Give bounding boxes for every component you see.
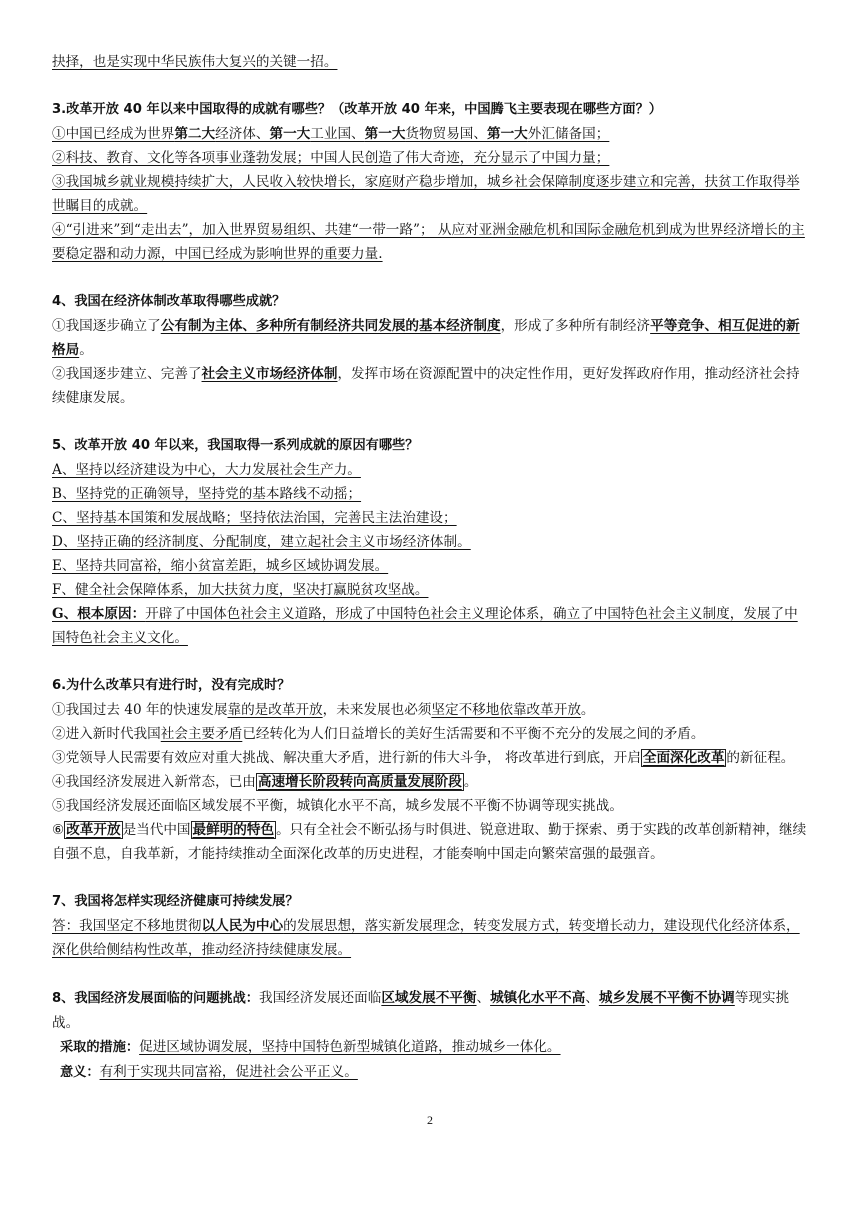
q7-answer: 答：我国坚定不移地贯彻以人民为中心的发展思想，落实新发展理念，转变发展方式，转变增长动力，建设现代化经济体系，深化供给侧结构性改革，推动经济持续健康发展。 [52, 918, 800, 958]
question-4-title: 4、我国在经济体制改革取得哪些成就？ [52, 294, 286, 309]
q8-measures: 采取的措施：促进区域协调发展，坚持中国特色新型城镇化道路，推动城乡一体化。 [60, 1039, 561, 1055]
q3-item-2: ②科技、教育、文化等各项事业蓬勃发展；中国人民创造了伟大奇迹，充分显示了中国力量； [52, 150, 610, 166]
q5-reason-e: E、坚持共同富裕，缩小贫富差距，城乡区域协调发展。 [52, 558, 389, 574]
question-5-title: 5、改革开放 40 年以来，我国取得一系列成就的原因有哪些？ [52, 438, 419, 453]
question-7-title: 7、我国将怎样实现经济健康可持续发展？ [52, 894, 299, 909]
q5-reason-d: D、坚持正确的经济制度、分配制度，建立起社会主义市场经济体制。 [52, 534, 471, 550]
q6-item-5: ⑤我国经济发展还面临区域发展不平衡，城镇化水平不高，城乡发展不平衡不协调等现实挑战。 [52, 798, 623, 814]
q6-item-4: ④我国经济发展进入新常态，已由 高速增长阶段转向高质量发展阶段 。 [52, 774, 478, 790]
q4-item-1: ①我国逐步确立了公有制为主体、多种所有制经济共同发展的基本经济制度，形成了多种所有制经济平等竞争、相互促进的新格局。 [52, 318, 800, 358]
q5-reason-b: B、坚持党的正确领导，坚持党的基本路线不动摇； [52, 486, 362, 502]
q5-reason-a: A、坚持以经济建设为中心，大力发展社会生产力。 [52, 462, 361, 478]
q3-item-3: ③我国城乡就业规模持续扩大，人民收入较快增长，家庭财产稳步增加，城乡社会保障制度逐步建立和完善，扶贫工作取得举世瞩目的成就。 [52, 174, 800, 214]
q8-significance: 意义：有利于实现共同富裕，促进社会公平正义。 [60, 1064, 358, 1080]
paragraph-continuation: 抉择，也是实现中华民族伟大复兴的关键一招。 [52, 54, 338, 70]
q5-reason-g: G、根本原因：开辟了中国体色社会主义道路，形成了中国特色社会主义理论体系，确立了中国特色社会主义制度，发展了中国特色社会主义文化。 [52, 606, 798, 646]
question-6-title: 6.为什么改革只有进行时，没有完成时？ [52, 678, 291, 693]
q6-item-3: ③党领导人民需要有效应对重大挑战、解决重大矛盾，进行新的伟大斗争， 将改革进行到底，开启 全面深化改革 的新征程。 [52, 750, 795, 766]
q6-item-2: ②进入新时代我国社会主要矛盾已经转化为人们日益增长的美好生活需要和不平衡不充分的发展之间的矛盾。 [52, 726, 705, 742]
q5-reason-c: C、坚持基本国策和发展战略；坚持依法治国，完善民主法治建设； [52, 510, 457, 526]
q6-item-1: ①我国过去 40 年的快速发展靠的是改革开放，未来发展也必须坚定不移地依靠改革开放。 [52, 702, 595, 718]
question-8: 8、我国经济发展面临的问题挑战：我国经济发展还面临区域发展不平衡、城镇化水平不高、城乡发展不平衡不协调等现实挑战。 [52, 990, 790, 1031]
q3-item-1: ①中国已经成为世界第二大经济体、第一大工业国、第一大货物贸易国、第一大外汇储备国； [52, 126, 610, 142]
q3-item-4: ④“引进来”到“走出去”，加入世界贸易组织、共建“一带一路”； 从应对亚洲金融危机和国际金融危机到成为世界经济增长的主要稳定器和动力源，中国已经成为影响世界的重要力量. [52, 222, 805, 262]
page-number: 2 [427, 1113, 433, 1127]
q4-item-2: ②我国逐步建立、完善了社会主义市场经济体制，发挥市场在资源配置中的决定性作用，更好发挥政府作用，推动经济社会持续健康发展。 [52, 366, 800, 406]
q5-reason-f: F、健全社会保障体系，加大扶贫力度，坚决打赢脱贫攻坚战。 [52, 582, 429, 598]
q6-item-6: ⑥ 改革开放 是当代中国 最鲜明的特色 。只有全社会不断弘扬与时俱进、锐意进取、勤于探索、勇于实践的改革创新精神，继续自强不息，自我革新，才能持续推动全面深化改革的历史进程，才能奏响中国走向繁荣富强的最强音。 [52, 822, 807, 862]
question-3-title: 3.改革开放 40 年以来中国取得的成就有哪些？（改革开放 40 年来，中国腾飞主要表现在哪些方面？） [52, 102, 662, 117]
